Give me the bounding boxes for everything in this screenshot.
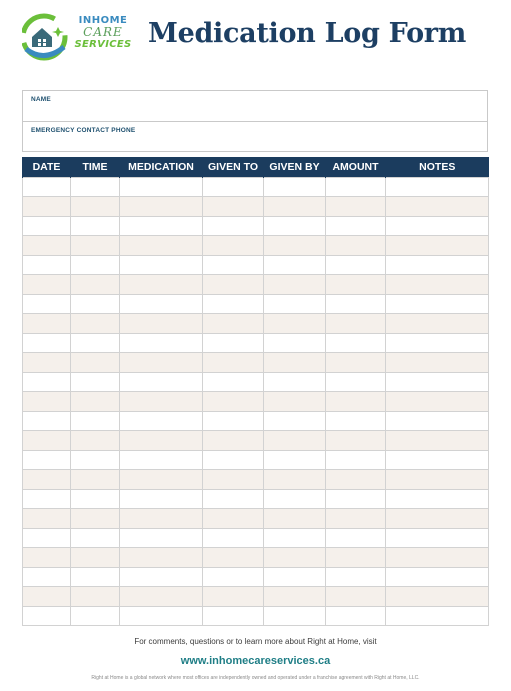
table-cell[interactable] (203, 470, 264, 490)
table-cell[interactable] (386, 177, 489, 197)
table-cell[interactable] (386, 275, 489, 295)
emergency-contact-phone-label: EMERGENCY CONTACT PHONE (31, 127, 136, 134)
table-cell[interactable] (71, 236, 120, 256)
table-cell[interactable] (71, 489, 120, 509)
table-row (23, 392, 489, 412)
table-cell[interactable] (120, 333, 203, 353)
table-cell[interactable] (386, 489, 489, 509)
table-cell[interactable] (203, 431, 264, 451)
table-cell[interactable] (203, 177, 264, 197)
table-cell[interactable] (71, 333, 120, 353)
name-field-label: NAME (31, 96, 51, 103)
table-cell[interactable] (71, 470, 120, 490)
table-cell[interactable] (23, 431, 71, 451)
table-cell[interactable] (23, 606, 71, 626)
table-row (23, 411, 489, 431)
footer-visit-text: For comments, questions or to learn more about Right at Home, visit (134, 637, 377, 646)
table-cell[interactable] (120, 606, 203, 626)
table-cell[interactable] (71, 177, 120, 197)
table-row (23, 489, 489, 509)
table-cell[interactable] (264, 177, 326, 197)
emergency-contact-phone-field[interactable] (23, 121, 487, 151)
name-field[interactable] (23, 91, 487, 121)
table-cell[interactable] (71, 548, 120, 568)
table-cell[interactable] (386, 528, 489, 548)
table-cell[interactable] (386, 294, 489, 314)
table-row (23, 275, 489, 295)
table-cell[interactable] (23, 470, 71, 490)
table-cell[interactable] (264, 528, 326, 548)
logo-line-3: SERVICES (74, 39, 132, 50)
table-cell[interactable] (203, 197, 264, 217)
table-cell[interactable] (386, 548, 489, 568)
table-cell[interactable] (326, 587, 386, 607)
table-cell[interactable] (203, 216, 264, 236)
table-cell[interactable] (23, 333, 71, 353)
table-cell[interactable] (203, 587, 264, 607)
table-cell[interactable] (264, 470, 326, 490)
medication-log-table (22, 157, 489, 626)
table-cell[interactable] (120, 509, 203, 529)
table-cell[interactable] (326, 450, 386, 470)
table-cell[interactable] (120, 450, 203, 470)
table-cell[interactable] (203, 450, 264, 470)
table-cell[interactable] (326, 216, 386, 236)
page-title: Medication Log Form (148, 18, 466, 49)
table-cell[interactable] (71, 528, 120, 548)
table-cell[interactable] (71, 372, 120, 392)
table-cell[interactable] (386, 353, 489, 373)
table-cell[interactable] (23, 548, 71, 568)
table-cell[interactable] (71, 216, 120, 236)
table-cell[interactable] (23, 353, 71, 373)
table-cell[interactable] (326, 314, 386, 334)
table-cell[interactable] (264, 372, 326, 392)
table-cell[interactable] (120, 411, 203, 431)
table-row (23, 197, 489, 217)
table-row (23, 353, 489, 373)
table-cell[interactable] (326, 197, 386, 217)
table-cell[interactable] (264, 411, 326, 431)
table-cell[interactable] (264, 606, 326, 626)
table-cell[interactable] (120, 372, 203, 392)
table-row (23, 470, 489, 490)
table-cell[interactable] (71, 314, 120, 334)
table-cell[interactable] (23, 489, 71, 509)
table-cell[interactable] (71, 431, 120, 451)
table-cell[interactable] (386, 197, 489, 217)
table-cell[interactable] (326, 372, 386, 392)
table-row (23, 236, 489, 256)
table-cell[interactable] (71, 275, 120, 295)
table-cell[interactable] (326, 353, 386, 373)
table-cell[interactable] (326, 509, 386, 529)
table-cell[interactable] (326, 606, 386, 626)
table-cell[interactable] (326, 567, 386, 587)
table-cell[interactable] (386, 411, 489, 431)
table-cell[interactable] (120, 294, 203, 314)
table-cell[interactable] (203, 236, 264, 256)
table-cell[interactable] (120, 275, 203, 295)
table-cell[interactable] (203, 528, 264, 548)
table-cell[interactable] (264, 489, 326, 509)
table-cell[interactable] (264, 450, 326, 470)
table-cell[interactable] (203, 294, 264, 314)
column-header-date: DATE (23, 157, 71, 177)
table-cell[interactable] (386, 567, 489, 587)
table-cell[interactable] (120, 567, 203, 587)
table-cell[interactable] (71, 450, 120, 470)
table-cell[interactable] (326, 431, 386, 451)
table-cell[interactable] (386, 216, 489, 236)
table-cell[interactable] (203, 372, 264, 392)
table-cell[interactable] (23, 197, 71, 217)
table-row (23, 431, 489, 451)
footer-disclaimer: Right at Home is a global network where most offices are independently owned and operated under a franchise agreement with Right at Home, LLC. (91, 675, 420, 681)
column-header-time: TIME (71, 157, 120, 177)
table-cell[interactable] (120, 587, 203, 607)
table-cell[interactable] (120, 548, 203, 568)
table-row (23, 567, 489, 587)
table-cell[interactable] (120, 177, 203, 197)
table-cell[interactable] (71, 567, 120, 587)
table-cell[interactable] (23, 294, 71, 314)
table-cell[interactable] (71, 255, 120, 275)
table-row (23, 606, 489, 626)
table-cell[interactable] (203, 489, 264, 509)
table-cell[interactable] (326, 294, 386, 314)
table-cell[interactable] (326, 333, 386, 353)
table-cell[interactable] (120, 353, 203, 373)
logo-wordmark (64, 15, 142, 51)
table-cell[interactable] (23, 236, 71, 256)
table-cell[interactable] (386, 392, 489, 412)
table-row (23, 587, 489, 607)
table-cell[interactable] (326, 236, 386, 256)
table-cell[interactable] (203, 392, 264, 412)
table-row (23, 528, 489, 548)
table-cell[interactable] (264, 587, 326, 607)
table-cell[interactable] (326, 177, 386, 197)
table-cell[interactable] (71, 197, 120, 217)
table-cell[interactable] (203, 275, 264, 295)
logo-line-1: INHOME (78, 15, 128, 26)
table-cell[interactable] (326, 411, 386, 431)
table-row (23, 294, 489, 314)
table-cell[interactable] (386, 314, 489, 334)
logo-line-2: CARE (83, 25, 123, 39)
table-cell[interactable] (264, 548, 326, 568)
table-cell[interactable] (120, 216, 203, 236)
table-cell[interactable] (264, 567, 326, 587)
table-cell[interactable] (264, 314, 326, 334)
table-cell[interactable] (23, 314, 71, 334)
table-cell[interactable] (23, 567, 71, 587)
table-cell[interactable] (264, 353, 326, 373)
column-header-amount: AMOUNT (326, 157, 386, 177)
table-cell[interactable] (23, 392, 71, 412)
table-cell[interactable] (326, 275, 386, 295)
table-cell[interactable] (264, 275, 326, 295)
table-cell[interactable] (326, 392, 386, 412)
table-cell[interactable] (203, 606, 264, 626)
table-cell[interactable] (23, 509, 71, 529)
table-cell[interactable] (203, 333, 264, 353)
table-header-row (23, 157, 489, 177)
table-row (23, 255, 489, 275)
table-row (23, 450, 489, 470)
table-cell[interactable] (203, 567, 264, 587)
table-cell[interactable] (71, 294, 120, 314)
table-cell[interactable] (386, 431, 489, 451)
table-cell[interactable] (120, 236, 203, 256)
table-cell[interactable] (120, 431, 203, 451)
table-cell[interactable] (203, 509, 264, 529)
table-cell[interactable] (386, 509, 489, 529)
table-cell[interactable] (203, 353, 264, 373)
table-cell[interactable] (120, 314, 203, 334)
table-cell[interactable] (23, 275, 71, 295)
footer-website-link[interactable]: www.inhomecareservices.ca (180, 655, 331, 667)
table-cell[interactable] (386, 450, 489, 470)
table-cell[interactable] (120, 392, 203, 412)
table-cell[interactable] (203, 255, 264, 275)
table-cell[interactable] (264, 333, 326, 353)
table-cell[interactable] (264, 216, 326, 236)
table-cell[interactable] (386, 372, 489, 392)
table-row (23, 372, 489, 392)
table-cell[interactable] (23, 177, 71, 197)
table-cell[interactable] (71, 353, 120, 373)
column-header-notes: NOTES (386, 157, 489, 177)
table-cell[interactable] (203, 548, 264, 568)
table-cell[interactable] (386, 470, 489, 490)
column-header-given-to: GIVEN TO (203, 157, 264, 177)
column-header-given-by: GIVEN BY (264, 157, 326, 177)
table-cell[interactable] (120, 489, 203, 509)
table-cell[interactable] (326, 528, 386, 548)
table-cell[interactable] (264, 294, 326, 314)
table-cell[interactable] (386, 255, 489, 275)
table-row (23, 509, 489, 529)
table-row (23, 333, 489, 353)
table-cell[interactable] (120, 470, 203, 490)
table-cell[interactable] (71, 606, 120, 626)
table-cell[interactable] (386, 236, 489, 256)
table-cell[interactable] (23, 450, 71, 470)
table-cell[interactable] (326, 255, 386, 275)
table-cell[interactable] (120, 255, 203, 275)
table-cell[interactable] (71, 587, 120, 607)
table-cell[interactable] (23, 411, 71, 431)
table-cell[interactable] (23, 528, 71, 548)
table-cell[interactable] (120, 528, 203, 548)
table-cell[interactable] (386, 587, 489, 607)
table-body (23, 177, 489, 626)
table-row (23, 177, 489, 197)
table-cell[interactable] (264, 431, 326, 451)
table-cell[interactable] (326, 489, 386, 509)
column-header-medication: MEDICATION (120, 157, 203, 177)
table-cell[interactable] (203, 314, 264, 334)
table-row (23, 216, 489, 236)
contact-fields (22, 90, 488, 152)
table-row (23, 548, 489, 568)
table-cell[interactable] (326, 470, 386, 490)
table-cell[interactable] (71, 509, 120, 529)
table-cell[interactable] (264, 509, 326, 529)
table-cell[interactable] (326, 548, 386, 568)
table-cell[interactable] (23, 255, 71, 275)
table-cell[interactable] (203, 411, 264, 431)
table-row (23, 314, 489, 334)
table-cell[interactable] (264, 255, 326, 275)
table-cell[interactable] (23, 216, 71, 236)
table-cell[interactable] (23, 372, 71, 392)
company-logo (22, 11, 140, 63)
table-cell[interactable] (71, 392, 120, 412)
table-cell[interactable] (23, 587, 71, 607)
table-cell[interactable] (386, 606, 489, 626)
table-cell[interactable] (71, 411, 120, 431)
table-cell[interactable] (120, 197, 203, 217)
table-cell[interactable] (264, 236, 326, 256)
table-cell[interactable] (264, 392, 326, 412)
table-cell[interactable] (386, 333, 489, 353)
table-cell[interactable] (264, 197, 326, 217)
